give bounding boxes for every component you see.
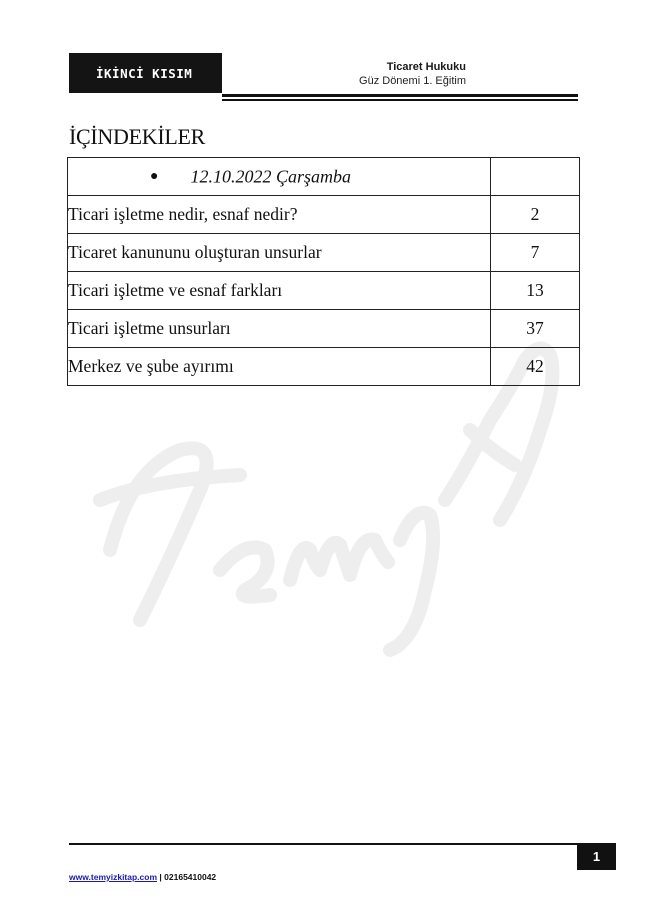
toc-row[interactable]	[68, 272, 580, 310]
bullet-icon: ●	[150, 169, 159, 185]
toc-heading: İÇİNDEKİLER	[69, 124, 206, 149]
toc-table	[67, 157, 580, 386]
toc-row[interactable]	[68, 234, 580, 272]
toc-entry-page: 7	[491, 234, 580, 272]
footer-contact	[69, 872, 216, 882]
toc-entry-title[interactable]: Ticari işletme nedir, esnaf nedir?	[68, 196, 491, 234]
toc-date-cell	[68, 158, 491, 196]
toc-entry-title[interactable]: Merkez ve şube ayırımı	[68, 348, 491, 386]
header-rule	[222, 94, 578, 97]
toc-entry-page: 42	[491, 348, 580, 386]
phone-number: 02165410042	[164, 872, 217, 882]
footer-separator: |	[159, 872, 162, 882]
website-link[interactable]: www.temyizkitap.com	[69, 872, 158, 882]
toc-entry-title[interactable]: Ticaret kanununu oluşturan unsurlar	[68, 234, 491, 272]
course-title: Ticaret Hukuku	[386, 61, 466, 73]
page-number: 1	[577, 843, 616, 870]
course-subtitle: Güz Dönemi 1. Eğitim	[359, 75, 466, 87]
toc-entry-page: 2	[491, 196, 580, 234]
header-rule-thin	[222, 99, 578, 101]
toc-date-row	[68, 158, 580, 196]
toc-entry-page: 13	[491, 272, 580, 310]
toc-row[interactable]	[68, 196, 580, 234]
toc-row[interactable]	[68, 348, 580, 386]
toc-entry-title[interactable]: Ticari işletme ve esnaf farkları	[68, 272, 491, 310]
toc-entry-title[interactable]: Ticari işletme unsurları	[68, 310, 491, 348]
toc-row[interactable]	[68, 310, 580, 348]
running-header	[216, 60, 466, 88]
toc-date: 12.10.2022 Çarşamba	[190, 166, 351, 187]
toc-entry-page: 37	[491, 310, 580, 348]
section-label: İKİNCİ KISIM	[69, 53, 222, 93]
toc-date-page-cell	[491, 158, 580, 196]
footer-rule	[69, 843, 577, 845]
